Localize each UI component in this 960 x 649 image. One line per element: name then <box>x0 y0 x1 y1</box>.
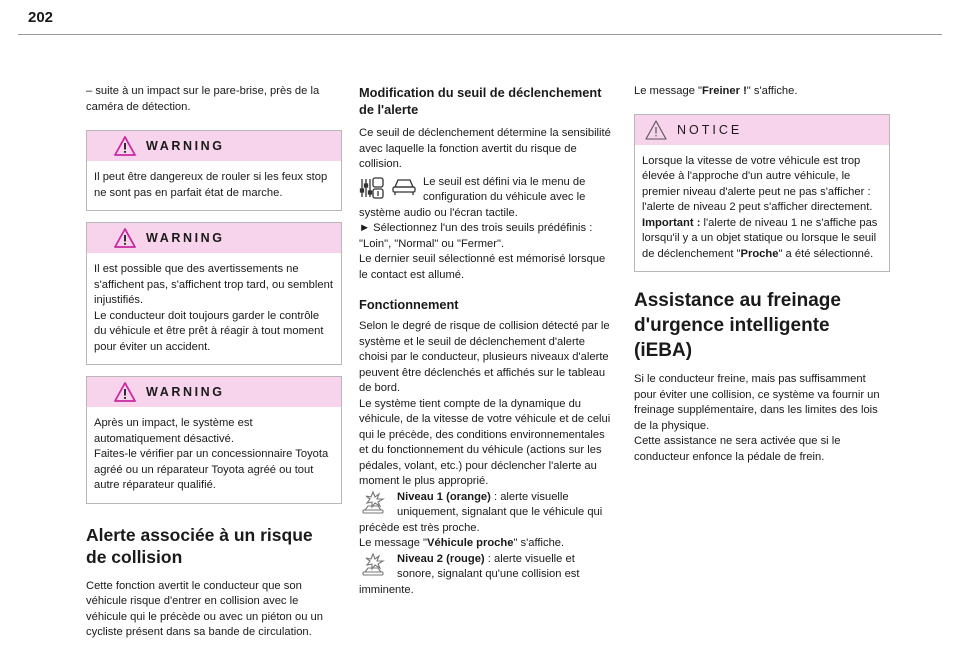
heading-line: d'urgence intelligente <box>634 315 830 336</box>
collision-alert-icon <box>359 490 391 519</box>
warning-title: WARNING <box>146 385 225 399</box>
notice-header <box>635 115 889 145</box>
message-bold: Véhicule proche <box>427 537 514 549</box>
page-number: 202 <box>28 9 54 26</box>
notice-text <box>642 216 882 263</box>
warning-triangle-icon <box>114 136 136 156</box>
header-divider <box>18 34 942 35</box>
message-text: " s'affiche. <box>746 85 798 97</box>
paragraph: Le système tient compte de la dynamique du véhicule, de la vitesse de votre véhicule et de celui qui le précède, des conditions environnementales et du fonctionnement du véhicule (actions sur les pédales, volant, etc.) pour déclencher l'alerte au moment le plus approprié. <box>359 397 611 487</box>
warning-text: Il peut être dangereux de rouler si les feux stop ne sont pas en parfait état de marche. <box>94 171 328 199</box>
settings-menu-icon <box>359 175 385 206</box>
column-left <box>86 84 342 641</box>
message-text: Le message " <box>634 85 703 97</box>
notice-triangle-icon <box>645 120 667 140</box>
paragraph: Ce seuil de déclenchement détermine la sensibilité avec laquelle la fonction avertit du risque de collision. <box>359 127 611 170</box>
level-label: Niveau 1 (orange) <box>397 490 491 503</box>
section-heading <box>86 524 342 568</box>
notice-text: Lorsque la vitesse de votre véhicule est trop élevée à l'approche d'un autre véhicule, le premier niveau d'alerte peut ne pas s'afficher : l'alerte de niveau 2 peut s'afficher directement. <box>642 154 873 213</box>
notice-title: NOTICE <box>677 122 743 137</box>
important-label: Important : <box>642 216 701 229</box>
warning-title: WARNING <box>146 139 225 153</box>
level-label: Niveau 2 (rouge) <box>397 552 485 565</box>
notice-span: l'alerte de niveau 1 ne s'affiche pas lorsqu'il y a un objet statique ou lorsque le seuil de déclenchement " <box>642 216 878 260</box>
section-heading: Fonctionnement <box>359 297 459 312</box>
level-text: : alerte visuelle uniquement, signalant que le véhicule qui précède est très proche. <box>359 490 603 534</box>
warning-triangle-icon <box>114 228 136 248</box>
message-bold: Freiner ! <box>702 85 747 97</box>
notice-box <box>634 114 890 273</box>
intro-text: – suite à un impact sur le pare-brise, près de la caméra de détection. <box>86 85 320 113</box>
car-icon <box>391 175 417 202</box>
message-line <box>634 84 890 100</box>
column-right <box>634 84 890 465</box>
alert-level-1 <box>359 490 615 537</box>
heading-line: Alerte associée à un risque <box>86 524 313 545</box>
warning-text: Il est possible que des avertissements ne s'affichent pas, s'affichent trop tard, ou semblent injustifiés. <box>94 263 333 306</box>
warning-title: WARNING <box>146 231 225 245</box>
column-middle <box>359 84 615 598</box>
level-text: : alerte visuelle et sonore, signalant qu'une collision est imminente. <box>359 552 580 596</box>
notice-span: " a été sélectionné. <box>778 247 874 260</box>
section-body: Cette fonction avertit le conducteur que son véhicule risque d'entrer en collision avec le véhicule qui le précède ou avec un piéton ou un cycliste présent dans sa bande de circulation. <box>86 579 323 638</box>
section-heading: Modification du seuil de déclenchement de l'alerte <box>359 85 602 117</box>
warning-text: Faites-le vérifier par un concessionnaire Toyota agréé ou un réparateur Toyota agréé ou tout autre réparateur qualifié. <box>94 448 329 491</box>
section-heading <box>634 288 890 363</box>
warning-header <box>87 131 341 161</box>
message-line <box>359 536 615 552</box>
alert-level-2 <box>359 552 615 599</box>
paragraph: ► Sélectionnez l'un des trois seuils prédéfinis : "Loin", "Normal" ou "Fermer". <box>359 222 593 250</box>
heading-line: (iEBA) <box>634 340 693 361</box>
paragraph: Le seuil est défini via le menu de configuration du véhicule avec le système audio ou l'écran tactile. <box>359 175 586 219</box>
heading-line: de collision <box>86 546 183 567</box>
warning-box-2 <box>86 222 342 365</box>
message-text: " s'affiche. <box>513 537 565 549</box>
paragraph: Le dernier seuil sélectionné est mémorisé lorsque le contact est allumé. <box>359 253 606 281</box>
warning-header <box>87 223 341 253</box>
notice-bold: Proche <box>740 247 779 260</box>
warning-text: Après un impact, le système est automatiquement désactivé. <box>94 417 253 445</box>
warning-box-3 <box>86 376 342 504</box>
collision-alert-icon <box>359 552 391 581</box>
warning-header <box>87 377 341 407</box>
warning-triangle-icon <box>114 382 136 402</box>
warning-text: Le conducteur doit toujours garder le contrôle du véhicule et être prêt à réagir à tout moment pour éviter un accident. <box>94 309 324 353</box>
paragraph: Selon le degré de risque de collision détecté par le système et le seuil de déclenchement d'alerte choisi par le conducteur, plusieurs niveaux d'alerte peuvent être déclenchés et affichés sur le tableau de bord. <box>359 320 610 394</box>
heading-line: Assistance au freinage <box>634 290 841 311</box>
warning-box-1 <box>86 130 342 211</box>
message-text: Le message " <box>359 537 428 549</box>
paragraph: Si le conducteur freine, mais pas suffisamment pour éviter une collision, ce système va fournir un freinage supplémentaire, dans les limites des lois de la physique. <box>634 373 880 432</box>
paragraph: Cette assistance ne sera activée que si le conducteur enfonce la pédale de frein. <box>634 435 841 463</box>
